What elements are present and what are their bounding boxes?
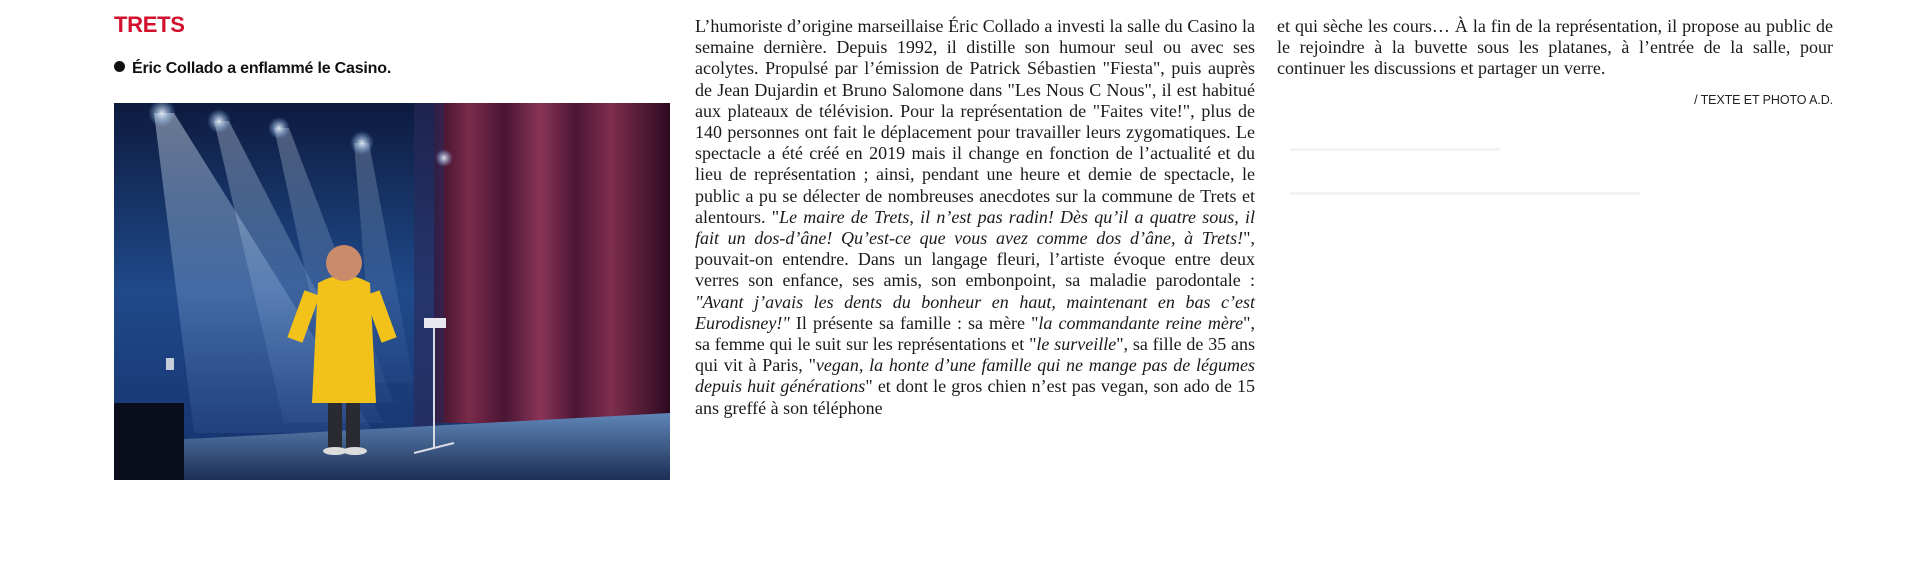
quote-segment: Le maire de Trets, il n’est pas radin! Dès qu’il a quatre sous, il fait un dos-d’âne! Qu’est-ce que vous avez comme dos d’âne, à Trets!: [695, 206, 1255, 249]
text-segment: ", sa fille de 35 ans qui vit à Paris, ": [695, 334, 1255, 376]
quote-segment: la commandante reine mère: [1038, 312, 1244, 333]
section-title: TRETS: [114, 12, 185, 37]
article-photo: [114, 103, 670, 480]
quote-segment: le surveille: [1036, 334, 1117, 355]
caption-text: Éric Collado a enflammé le Casino.: [132, 60, 392, 77]
stage-performance-photo: [114, 103, 670, 480]
photo-credit: / TEXTE ET PHOTO A.D.: [1694, 92, 1833, 107]
text-segment: ", pouvait-on entendre. Dans un langage fleuri, l’artiste évoque entre deux verres son enfance, ses amis, son embonpoint, sa maladie parodontale :: [695, 228, 1255, 291]
article-column-2: [1277, 16, 1833, 111]
article-body-part-2: et qui sèche les cours… À la fin de la représentation, il propose au public de le rejoindre à la buvette sous les platanes, à l’entrée de la salle, pour continuer les discussions et partager un verre.: [1277, 16, 1833, 79]
faint-show-through-line: [1290, 148, 1500, 151]
bullet-icon: [114, 61, 125, 72]
text-segment: ", sa femme qui le suit sur les représentations et ": [695, 312, 1256, 355]
text-segment: " et dont le gros chien n’est pas vegan, son ado de 15 ans greffé à son téléphone: [695, 376, 1255, 418]
article-column-1: [695, 16, 1255, 419]
faint-show-through-line: [1290, 192, 1640, 195]
text-segment: L’humoriste d’origine marseillaise Éric Collado a investi la salle du Casino la semaine dernière. Depuis 1992, il distille son humour seul ou avec ses acolytes. Propulsé par l’émission de Patrick Sébastien "Fiesta", puis auprès de Jean Dujardin et Bruno Salomone dans "Les Nous C Nous", il est habitué aux plateaux de télévision. Pour la représentation de "Faites vite!", plus de 140 personnes ont fait le déplacement pour travailler leurs zygomatiques. Le spectacle a été créé en 2019 mais il change en fonction de l’actualité et du lieu de représentation ; ainsi, pendant une heure et demie de spectacle, le public a pu se délecter de nombreuses anecdotes sur la commune de Trets et alentours. ": [695, 16, 1255, 227]
article-body-part-1: [695, 16, 1255, 419]
quote-segment: vegan, la honte d’une famille qui ne mange pas de légumes depuis huit générations: [695, 355, 1256, 397]
quote-segment: "Avant j’avais les dents du bonheur en haut, maintenant en bas c’est Eurodisney!": [695, 291, 1255, 333]
text-segment: Il présente sa famille : sa mère ": [789, 312, 1039, 333]
photo-caption: [114, 60, 391, 78]
